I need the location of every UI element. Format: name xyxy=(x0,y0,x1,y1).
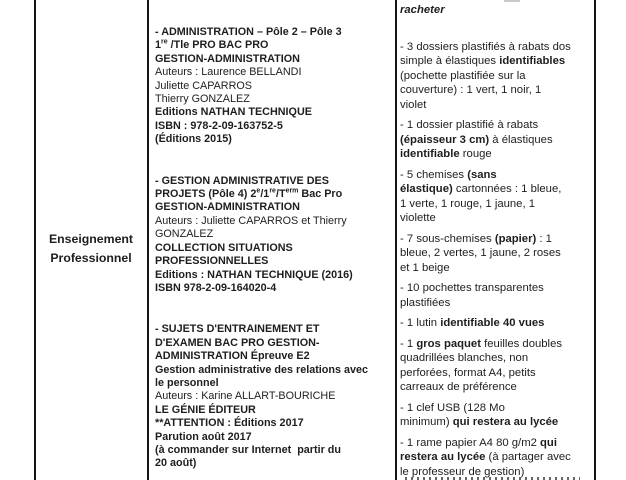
text-line: couverture) : 1 vert, 1 noir, 1 xyxy=(400,84,542,96)
supply-item xyxy=(400,40,600,113)
book-reference xyxy=(155,26,397,147)
text-line: - 1 lutin identifiable 40 vues xyxy=(400,317,545,329)
text-line: - 7 sous-chemises (papier) : 1 xyxy=(400,232,552,245)
supplies-heading-fragment xyxy=(400,3,600,18)
text-line: 20 août) xyxy=(155,457,197,470)
supplies-heading xyxy=(400,3,600,18)
supply-item xyxy=(400,337,600,395)
book-reference xyxy=(155,323,397,470)
text-line: (pochette plastifiée sur la xyxy=(400,69,526,82)
clipped-text-fragment-top xyxy=(504,0,520,2)
text-line: - GESTION ADMINISTRATIVE DES xyxy=(155,174,329,187)
text-line: plastifiées xyxy=(400,296,451,309)
supply-item xyxy=(400,316,600,331)
text-line: GESTION-ADMINISTRATION xyxy=(155,201,300,214)
text-line: Gestion administrative des relations avec xyxy=(155,363,369,376)
text-line: Parution août 2017 xyxy=(155,430,252,443)
table-border-subject-books xyxy=(147,0,149,480)
text-line: violette xyxy=(400,212,436,224)
text-line: ADMINISTRATION Épreuve E2 xyxy=(155,350,310,363)
text-line: 1re /Tle PRO BAC PRO xyxy=(155,38,269,52)
text-line: carreaux de préférence xyxy=(400,381,517,393)
text-line: restera au lycée (à partager avec xyxy=(400,451,571,463)
text-line: Editions NATHAN TECHNIQUE xyxy=(155,106,312,119)
text-line: - 5 chemises (sans xyxy=(400,168,497,181)
text-line: - SUJETS D'ENTRAINEMENT ET xyxy=(155,323,320,336)
text-line: Auteurs : Juliette CAPARROS et Thierry xyxy=(155,214,347,227)
text-line: (à commander sur Internet partir du xyxy=(155,443,341,456)
text-line: (épaisseur 3 cm) à élastiques xyxy=(400,133,553,146)
text-line: - 1 rame papier A4 80 g/m2 qui xyxy=(400,436,557,449)
text-line: élastique) cartonnées : 1 bleue, xyxy=(400,183,562,195)
book-reference xyxy=(155,175,397,296)
text-line: bleue, 2 vertes, 1 jaune, 2 roses xyxy=(400,247,561,259)
text-line: LE GÉNIE ÉDITEUR xyxy=(155,403,256,416)
text-line: D'EXAMEN BAC PRO GESTION- xyxy=(155,336,320,349)
supply-item xyxy=(400,168,600,226)
text-line: ISBN 978-2-09-164020-4 xyxy=(155,281,277,294)
supply-item xyxy=(400,118,600,162)
supply-item xyxy=(400,281,600,310)
supply-item xyxy=(400,401,600,430)
text-line: identifiable rouge xyxy=(400,148,492,160)
books-column xyxy=(155,26,397,480)
text-line: - 1 clef USB (128 Mo xyxy=(400,401,505,414)
text-line: minimum) qui restera au lycée xyxy=(400,416,559,428)
text-line: 1 verte, 1 rouge, 1 jaune, 1 xyxy=(400,197,536,210)
text-line: Auteurs : Laurence BELLANDI xyxy=(155,66,302,79)
supplies-column xyxy=(400,3,600,480)
text-line: quadrillées blanches, non xyxy=(400,352,529,364)
text-line: le personnel xyxy=(155,376,219,389)
supply-item xyxy=(400,232,600,276)
text-line: PROFESSIONNELLES xyxy=(155,255,269,268)
text-line: COLLECTION SITUATIONS xyxy=(155,241,293,254)
text-line: racheter xyxy=(400,4,445,16)
text-line: - 3 dossiers plastifiés à rabats dos xyxy=(400,40,571,53)
text-line: Thierry GONZALEZ xyxy=(155,93,250,106)
text-line: et 1 beige xyxy=(400,261,450,274)
text-line: ISBN : 978-2-09-163752-5 xyxy=(155,119,283,132)
text-line: simple à élastiques identifiables xyxy=(400,55,566,67)
subject-row-label: Enseignement Professionnel xyxy=(48,232,134,265)
text-line: - 1 dossier plastifié à rabats xyxy=(400,119,539,131)
text-line: (Éditions 2015) xyxy=(155,133,232,146)
text-line: Auteurs : Karine ALLART-BOURICHE xyxy=(155,390,336,403)
text-line: **ATTENTION : Éditions 2017 xyxy=(155,417,304,430)
text-line: GESTION-ADMINISTRATION xyxy=(155,52,300,65)
text-line: - 10 pochettes transparentes xyxy=(400,282,544,294)
text-line: Juliette CAPARROS xyxy=(155,79,253,92)
text-line: - 1 gros paquet feuilles doubles xyxy=(400,337,562,350)
supply-item xyxy=(400,436,600,480)
text-line: PROJETS (Pôle 4) $2e/1re/T^{erm}$ Bac Pro xyxy=(155,187,343,201)
text-line: perforées, format A4, petits xyxy=(400,366,536,379)
text-line: GONZALEZ xyxy=(155,228,214,241)
text-line: le professeur de gestion) xyxy=(400,465,525,478)
supplies-items xyxy=(400,40,600,480)
text-line: violet xyxy=(400,98,427,111)
text-line: - ADMINISTRATION – Pôle 2 – Pôle 3 xyxy=(155,26,342,38)
text-line: Editions : NATHAN TECHNIQUE (2016) xyxy=(155,268,353,281)
